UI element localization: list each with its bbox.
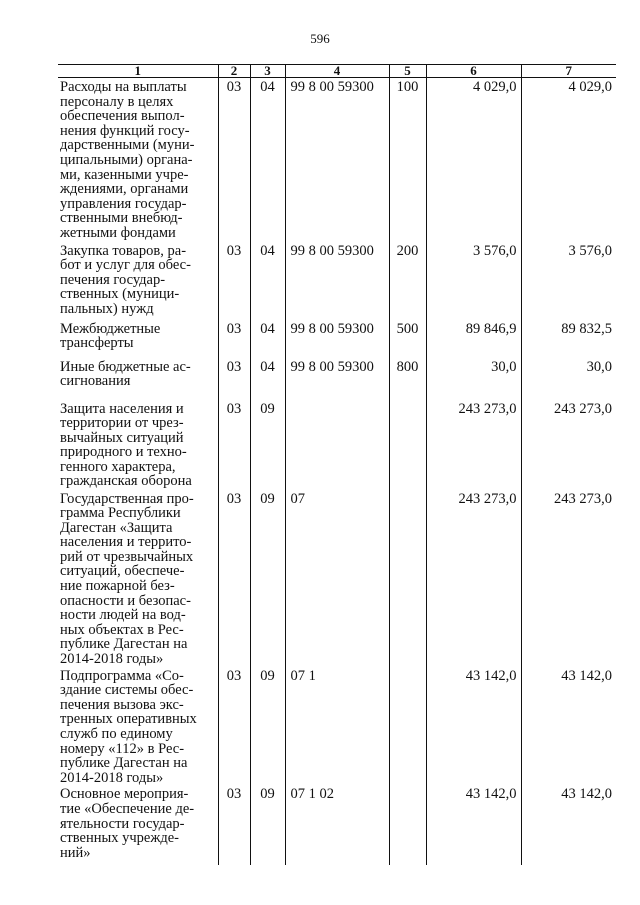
subsection-code: 04	[250, 320, 285, 358]
expense-type-code	[389, 400, 426, 490]
table-row	[58, 400, 616, 490]
table-row	[58, 785, 616, 865]
expense-name: Расходы на выплаты персоналу в целях обеспечения выпол- нения функций госу- дарственными (муни- ципальными) органа- ми, казенными учре- ждениями, органами управления государ- ственными внебюд- жетными фондами	[60, 79, 195, 241]
column-header-1: 1	[58, 65, 218, 78]
expense-type-code	[389, 667, 426, 786]
budget-table	[58, 64, 616, 865]
table-row	[58, 490, 616, 667]
amount-col-7: 43 142,0	[521, 667, 616, 786]
column-header-2: 2	[218, 65, 250, 78]
amount-col-6: 30,0	[426, 358, 521, 400]
expense-type-code	[389, 785, 426, 865]
subsection-code: 09	[250, 785, 285, 865]
section-code: 03	[218, 490, 250, 667]
page-number: 596	[310, 31, 330, 46]
subsection-code: 09	[250, 400, 285, 490]
amount-col-6: 4 029,0	[426, 78, 521, 242]
amount-col-6: 243 273,0	[426, 490, 521, 667]
section-code: 03	[218, 785, 250, 865]
amount-col-7: 4 029,0	[521, 78, 616, 242]
subsection-code: 04	[250, 78, 285, 242]
amount-col-6: 243 273,0	[426, 400, 521, 490]
table-row	[58, 667, 616, 786]
expense-name: Иные бюджетные ас- сигнования	[60, 358, 191, 390]
amount-col-6: 89 846,9	[426, 320, 521, 358]
expense-type-code: 100	[389, 78, 426, 242]
section-code: 03	[218, 400, 250, 490]
section-code: 03	[218, 320, 250, 358]
expense-name: Государственная про- грамма Республики Дагестан «Защита населения и террито- рий от чрезвычайных ситуаций, обеспече- ние пожарной без- опасности и безопас- ности людей на вод- ных объектах в Рес- публике Дагестан на 2014-2018 годы»	[60, 490, 194, 668]
section-code: 03	[218, 358, 250, 400]
expense-type-code: 200	[389, 242, 426, 320]
amount-col-6: 3 576,0	[426, 242, 521, 320]
table-row	[58, 78, 616, 242]
amount-col-7: 3 576,0	[521, 242, 616, 320]
subsection-code: 09	[250, 667, 285, 786]
table-row	[58, 358, 616, 400]
table-row	[58, 242, 616, 320]
expense-type-code	[389, 490, 426, 667]
subsection-code: 09	[250, 490, 285, 667]
amount-col-6: 43 142,0	[426, 667, 521, 786]
target-article-code: 99 8 00 59300	[285, 78, 389, 242]
amount-col-7: 30,0	[521, 358, 616, 400]
target-article-code: 07 1	[285, 667, 389, 786]
amount-col-7: 243 273,0	[521, 490, 616, 667]
amount-col-7: 43 142,0	[521, 785, 616, 865]
expense-name: Закупка товаров, ра- бот и услуг для обес- печения государ- ственных (муници- пальных) нужд	[60, 242, 191, 317]
amount-col-6: 43 142,0	[426, 785, 521, 865]
target-article-code: 99 8 00 59300	[285, 242, 389, 320]
expense-type-code: 800	[389, 358, 426, 400]
expense-name: Межбюджетные трансферты	[60, 320, 161, 352]
target-article-code: 07	[285, 490, 389, 667]
amount-col-7: 89 832,5	[521, 320, 616, 358]
column-header-6: 6	[426, 65, 521, 78]
column-header-4: 4	[285, 65, 389, 78]
subsection-code: 04	[250, 242, 285, 320]
expense-name: Подпрограмма «Со- здание системы обес- печения вызова экс- тренных оперативных служб по единому номеру «112» в Рес- публике Дагестан на 2014-2018 годы»	[60, 667, 197, 786]
section-code: 03	[218, 242, 250, 320]
target-article-code	[285, 400, 389, 490]
amount-col-7: 243 273,0	[521, 400, 616, 490]
expense-type-code: 500	[389, 320, 426, 358]
target-article-code: 99 8 00 59300	[285, 320, 389, 358]
subsection-code: 04	[250, 358, 285, 400]
column-header-7: 7	[521, 65, 616, 78]
expense-name: Основное мероприя- тие «Обеспечение де- ятельности государ- ственных учрежде- ний»	[60, 786, 195, 861]
column-number-header-row	[58, 65, 616, 78]
column-header-5: 5	[389, 65, 426, 78]
target-article-code: 99 8 00 59300	[285, 358, 389, 400]
target-article-code: 07 1 02	[285, 785, 389, 865]
section-code: 03	[218, 667, 250, 786]
section-code: 03	[218, 78, 250, 242]
expense-name: Защита населения и территории от чрез- вычайных ситуаций природного и техно- генного характера, гражданская оборона	[60, 400, 192, 490]
column-header-3: 3	[250, 65, 285, 78]
table-row	[58, 320, 616, 358]
